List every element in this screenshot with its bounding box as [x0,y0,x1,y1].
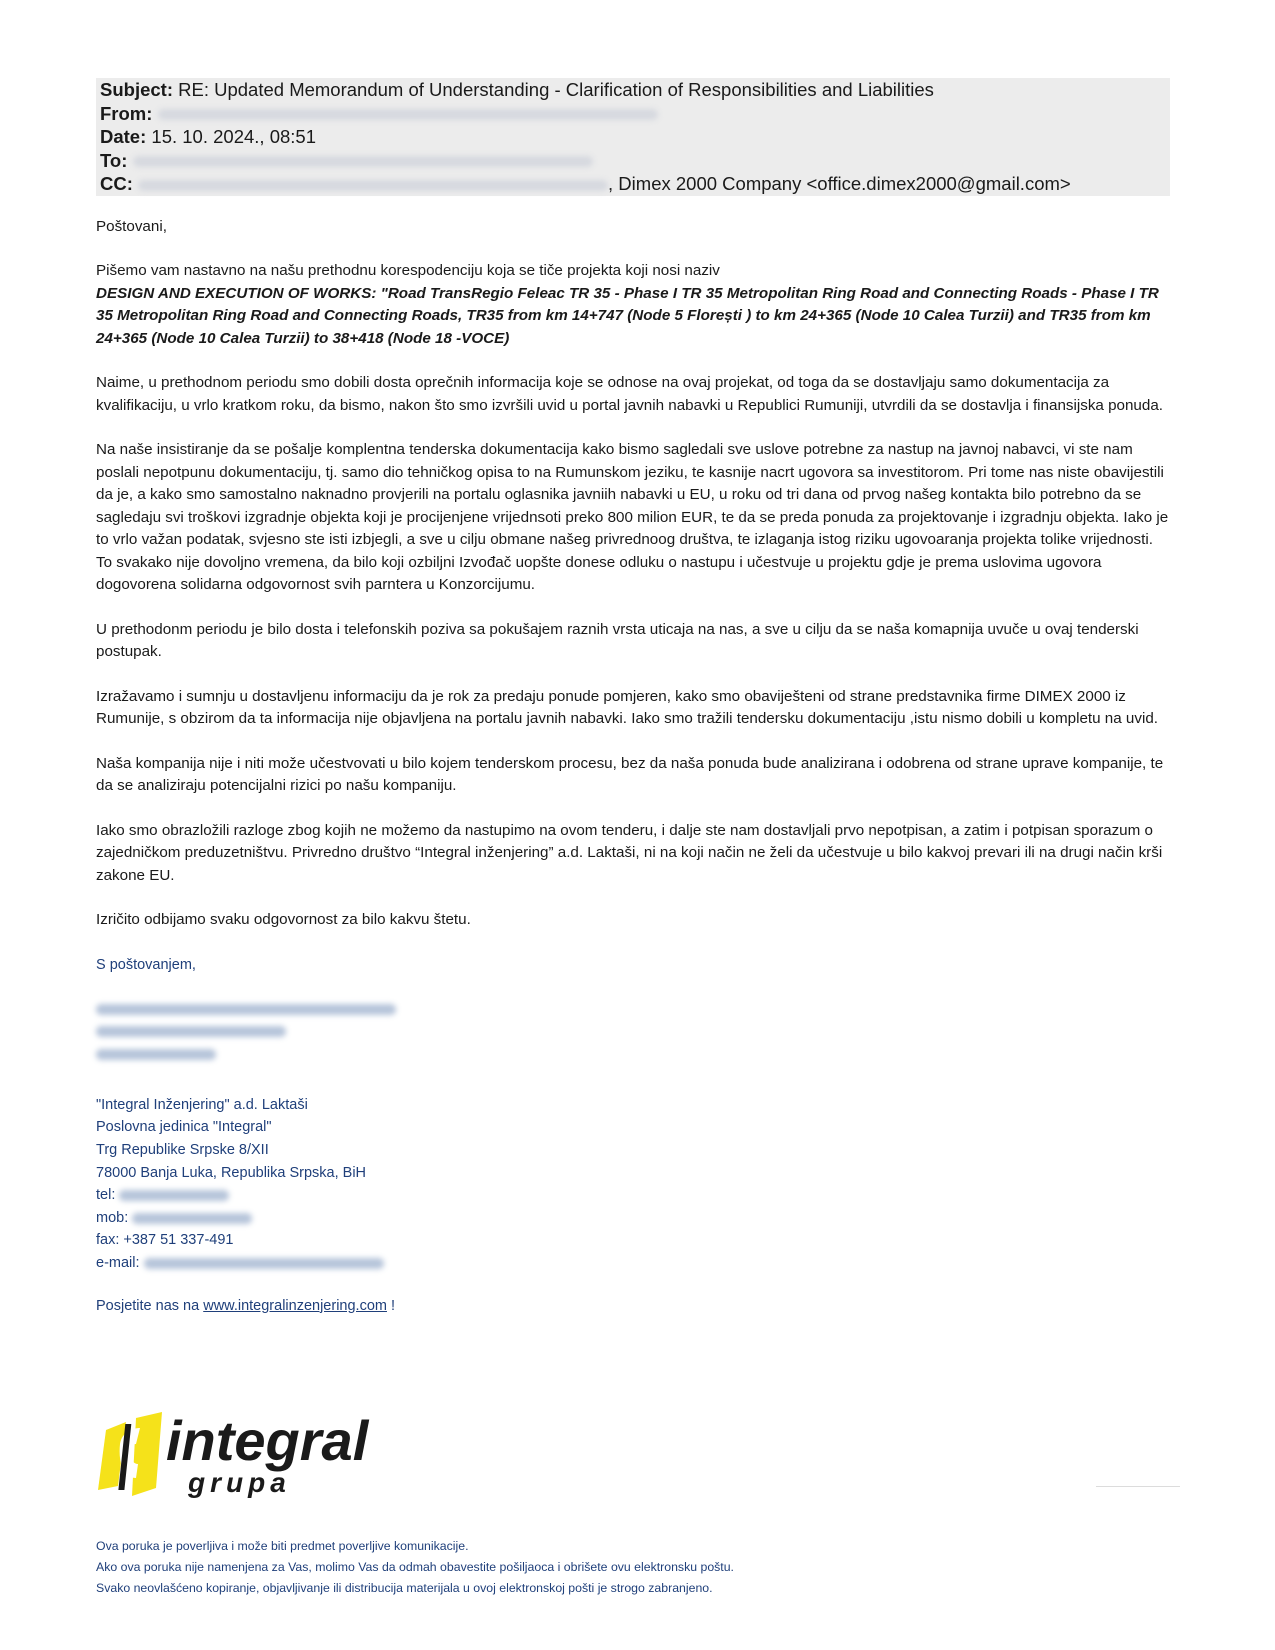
to-line [100,149,1166,173]
visit-prefix: Posjetite nas na [96,1297,200,1314]
visit-line [96,1295,1170,1318]
to-label: To: [100,149,128,171]
integral-grupa-logo [96,1408,416,1498]
street-address: Trg Republike Srpske 8/XII [96,1142,269,1159]
from-label: From: [100,102,153,124]
email-line [96,1252,1170,1275]
paragraph-5: Naša kompanija nije i niti može učestvovati u bilo kojem tenderskom procesu, bez da naša ponuda bude analizirana i odobrena od strane uprave kompanije, te da se analiziraju potencijalni rizici po našu kompaniju. [96,754,1164,794]
email-label: e-mail: [96,1255,140,1272]
subject-label: Subject: [100,79,173,100]
paragraph-6: Iako smo obrazložili razloge zbog kojih ne možemo da nastupimo na ovom tenderu, i dalje ste nam dostavljali prvo nepotpisan, a zatim i potpisan sporazum o zajedničkom preduzetništvu. Privredno društvo “Integral inženjering” a.d. Laktaši, ni na koji način ne želi da učestvuje u bilo kakvoj prevari ili na drugi način krši zakone EU. [96,821,1163,884]
city-address: 78000 Banja Luka, Republika Srpska, BiH [96,1164,367,1181]
email-document [96,78,1170,1317]
confidentiality-footer [96,1536,734,1599]
divider [1096,1486,1180,1487]
redacted-email [144,1258,384,1269]
logo-word: integral [166,1409,369,1472]
subject-text: RE: Updated Memorandum of Understanding - Clarification of Responsibilities and Liabilities [178,79,934,100]
date-value: 15. 10. 2024., 08:51 [151,126,316,147]
paragraph-2: Na naše insistiranje da se pošalje komplentna tenderska dokumentacija kako bismo sagledali sve uslove potrebne za nastup na javnoj nabavci, vi ste nam poslali nepotpunu dokumentaciju, tj. samo dio tehničkog opisa to na Rumunskom jeziku, te kasnije nacrt ugovora sa investitorom. Pri tome nas niste obavijestili da je, a kako smo samostalno naknadno provjerili na portalu oglasnika javniih nabavki u EU, u roku od tri dana od prvog našeg kontakta bilo potrebno da se sagledaju svi troškovi izgradnje objekta koji je procijenjene vrijednsoti preko 800 milion EUR, te da se preda ponuda za projektovanje i izgradnju objekta. Iako je to vrlo važan podatak, svjesno ste isti izbjegli, a sve u cilju obmane našeg privrednoog društva, te izlaganja istog riziku ugovoaranja projekta tolike vrijednosti. To svakako nije dovoljno vremena, da bilo koji ozbiljni Izvođač uopšte donese odluku o nastupu i učestvuje u projektu gdje je prema uslovima ugovora dogovorena solidarna odgovornost svih parntera u Konzorcijumu. [96,441,1169,593]
redacted-tel [119,1190,229,1201]
mob-line [96,1207,1170,1230]
signature [96,954,1170,1318]
cc-visible: , Dimex 2000 Company <office.dimex2000@gmail.com> [608,173,1071,194]
fax-line: fax: +387 51 337-491 [96,1232,234,1249]
intro-text: Pišemo vam nastavno na našu prethodnu korespodenciju koja se tiče projekta koji nosi naziv [96,262,720,279]
redacted-dept [96,1026,286,1037]
email-body [96,216,1170,932]
redacted-mob [132,1213,252,1224]
paragraph-7: Izričito odbijamo svaku odgovornost za bilo kakvu štetu. [96,911,471,928]
intro-paragraph [96,260,1170,350]
visit-suffix: ! [391,1297,396,1314]
redacted-role [96,1049,216,1060]
logo-yellow-block-right [132,1412,162,1496]
from-line [100,102,1166,126]
paragraph-4: Izražavamo i sumnju u dostavljenu informaciju da je rok za predaju ponude pomjeren, kako smo obaviješteni od strane predstavnika firme DIMEX 2000 iz Rumunije, s obzirom da ta informacija nije objavljena na portalu javnih nabavki. Iako smo tražili tendersku dokumentaciju ,istu nismo dobili u kompletu na uvid. [96,687,1158,727]
redacted-sender [158,109,658,120]
footer-line-3: Svako neovlašćeno kopiranje, objavljivanje ili distribucija materijala u ovoj elektronskoj pošti je strogo zabranjeno. [96,1581,713,1595]
subject-line [100,78,1166,102]
paragraph-1: Naime, u prethodnom periodu smo dobili dosta oprečnih informacija koje se odnose na ovaj projekat, od toga da se dostavljaju samo dokumentacija za kvalifikaciju, u vrlo kratkom roku, da bismo, nakon što smo izvršili uvid u portal javnih nabavki u Republici Rumuniji, utvrdili da se dostavlja i finansijska ponuda. [96,374,1163,414]
email-header [96,78,1170,196]
closing: S poštovanjem, [96,956,196,973]
tel-label: tel: [96,1187,116,1204]
tel-line [96,1184,1170,1207]
date-label: Date: [100,126,147,147]
redacted-signer [96,998,1170,1066]
redacted-name [96,1004,396,1015]
footer-line-2: Ako ova poruka nije namenjena za Vas, molimo Vas da odmah obavestite pošiljaoca i obrišete ovu elektronsku poštu. [96,1560,734,1574]
mob-label: mob: [96,1209,129,1226]
business-unit: Poslovna jedinica "Integral" [96,1119,272,1136]
project-title: DESIGN AND EXECUTION OF WORKS: "Road TransRegio Feleac TR 35 - Phase I TR 35 Metropolitan Ring Road and Connecting Roads - Phase I TR 35 Metropolitan Ring Road and Connecting Roads, TR35 from km 14+747 (Node 5 Florești ) to km 24+365 (Node 10 Calea Turzii) and TR35 from km 24+365 (Node 10 Calea Turzii) to 38+418 (Node 18 -VOCE) [96,284,1159,347]
footer-line-1: Ova poruka je poverljiva i može biti predmet poverljive komunikacije. [96,1539,469,1553]
website-link[interactable]: www.integralinzenjering.com [203,1297,387,1314]
redacted-recipient [133,156,593,167]
cc-line [100,172,1166,196]
greeting: Poštovani, [96,217,167,235]
date-line [100,125,1166,149]
paragraph-3: U prethodonm periodu je bilo dosta i telefonskih poziva sa pokušajem raznih vrsta uticaja na nas, a sve u cilju da se naša komapnija uvuče u ovaj tenderski postupak. [96,620,1139,660]
logo-sub: grupa [188,1467,291,1498]
redacted-cc [138,180,608,191]
company-name: "Integral Inženjering" a.d. Laktaši [96,1096,308,1113]
cc-label: CC: [100,173,133,194]
